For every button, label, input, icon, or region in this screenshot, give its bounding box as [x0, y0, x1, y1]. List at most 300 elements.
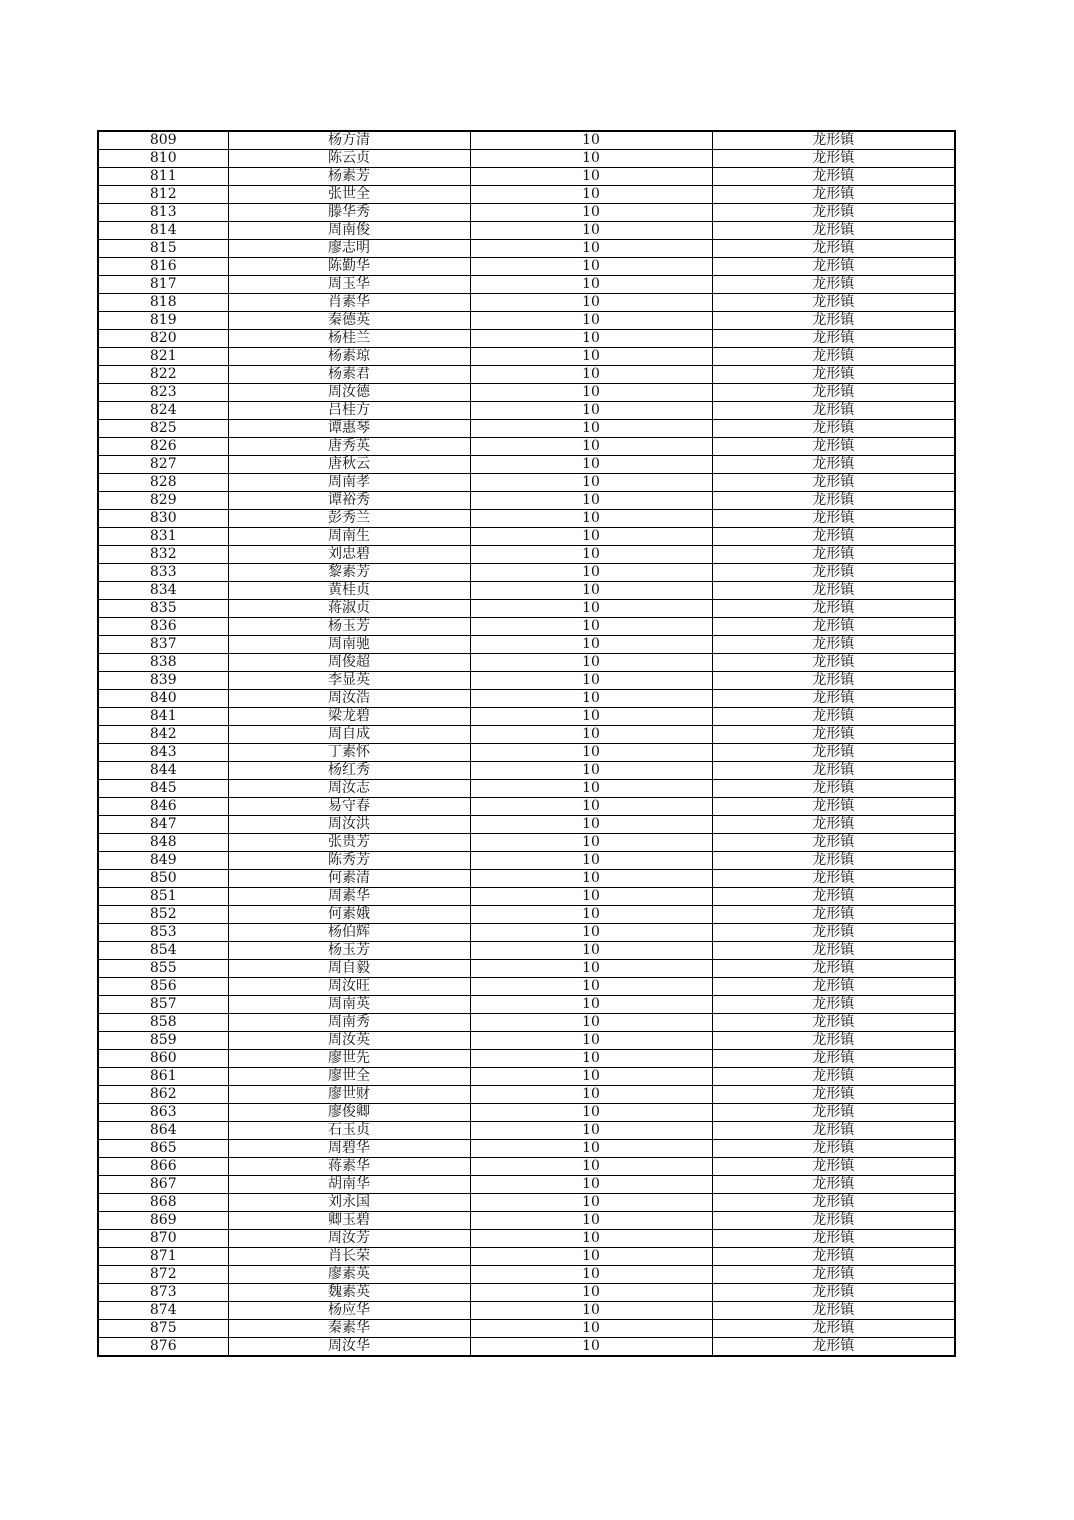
name-cell: 周南孝 [228, 474, 470, 492]
table-row [98, 348, 955, 366]
table-row [98, 852, 955, 870]
town-cell: 龙形镇 [712, 366, 955, 384]
town-cell: 龙形镇 [712, 1068, 955, 1086]
amount-cell: 10 [470, 726, 712, 744]
town-cell: 龙形镇 [712, 636, 955, 654]
town-cell: 龙形镇 [712, 1158, 955, 1176]
name-cell: 周南驰 [228, 636, 470, 654]
name-cell: 何素娥 [228, 906, 470, 924]
name-cell: 杨伯辉 [228, 924, 470, 942]
amount-cell: 10 [470, 618, 712, 636]
town-cell: 龙形镇 [712, 456, 955, 474]
table-row [98, 762, 955, 780]
table-row [98, 1122, 955, 1140]
table-row [98, 1194, 955, 1212]
table-row [98, 528, 955, 546]
row-number-cell: 873 [98, 1284, 228, 1302]
name-cell: 周自毅 [228, 960, 470, 978]
name-cell: 陈秀芳 [228, 852, 470, 870]
table-row [98, 1338, 955, 1357]
town-cell: 龙形镇 [712, 402, 955, 420]
row-number-cell: 840 [98, 690, 228, 708]
amount-cell: 10 [470, 924, 712, 942]
table-row [98, 870, 955, 888]
table-row [98, 312, 955, 330]
table-row [98, 294, 955, 312]
amount-cell: 10 [470, 240, 712, 258]
row-number-cell: 835 [98, 600, 228, 618]
name-cell: 周自成 [228, 726, 470, 744]
table-row [98, 654, 955, 672]
town-cell: 龙形镇 [712, 1086, 955, 1104]
row-number-cell: 865 [98, 1140, 228, 1158]
table-row [98, 1212, 955, 1230]
table-row [98, 240, 955, 258]
name-cell: 谭裕秀 [228, 492, 470, 510]
name-cell: 周南秀 [228, 1014, 470, 1032]
name-cell: 廖世财 [228, 1086, 470, 1104]
name-cell: 谭惠琴 [228, 420, 470, 438]
row-number-cell: 848 [98, 834, 228, 852]
amount-cell: 10 [470, 1140, 712, 1158]
town-cell: 龙形镇 [712, 510, 955, 528]
town-cell: 龙形镇 [712, 924, 955, 942]
table-row [98, 942, 955, 960]
row-number-cell: 871 [98, 1248, 228, 1266]
row-number-cell: 830 [98, 510, 228, 528]
town-cell: 龙形镇 [712, 960, 955, 978]
amount-cell: 10 [470, 636, 712, 654]
town-cell: 龙形镇 [712, 852, 955, 870]
table-row [98, 726, 955, 744]
town-cell: 龙形镇 [712, 582, 955, 600]
town-cell: 龙形镇 [712, 1230, 955, 1248]
row-number-cell: 810 [98, 150, 228, 168]
town-cell: 龙形镇 [712, 438, 955, 456]
name-cell: 周汝华 [228, 1338, 470, 1357]
town-cell: 龙形镇 [712, 546, 955, 564]
row-number-cell: 874 [98, 1302, 228, 1320]
name-cell: 周汝洪 [228, 816, 470, 834]
amount-cell: 10 [470, 1266, 712, 1284]
name-cell: 李显英 [228, 672, 470, 690]
row-number-cell: 831 [98, 528, 228, 546]
town-cell: 龙形镇 [712, 978, 955, 996]
name-cell: 周南英 [228, 996, 470, 1014]
table-row [98, 816, 955, 834]
name-cell: 易守春 [228, 798, 470, 816]
town-cell: 龙形镇 [712, 870, 955, 888]
amount-cell: 10 [470, 600, 712, 618]
town-cell: 龙形镇 [712, 1140, 955, 1158]
town-cell: 龙形镇 [712, 276, 955, 294]
name-cell: 蒋素华 [228, 1158, 470, 1176]
amount-cell: 10 [470, 816, 712, 834]
roster-table-body [98, 131, 955, 1356]
amount-cell: 10 [470, 510, 712, 528]
amount-cell: 10 [470, 852, 712, 870]
amount-cell: 10 [470, 312, 712, 330]
name-cell: 唐秀英 [228, 438, 470, 456]
row-number-cell: 822 [98, 366, 228, 384]
name-cell: 彭秀兰 [228, 510, 470, 528]
table-row [98, 1050, 955, 1068]
name-cell: 张贵芳 [228, 834, 470, 852]
row-number-cell: 839 [98, 672, 228, 690]
town-cell: 龙形镇 [712, 186, 955, 204]
name-cell: 廖世全 [228, 1068, 470, 1086]
town-cell: 龙形镇 [712, 1194, 955, 1212]
row-number-cell: 820 [98, 330, 228, 348]
row-number-cell: 872 [98, 1266, 228, 1284]
town-cell: 龙形镇 [712, 600, 955, 618]
name-cell: 杨素琼 [228, 348, 470, 366]
row-number-cell: 837 [98, 636, 228, 654]
table-row [98, 690, 955, 708]
town-cell: 龙形镇 [712, 888, 955, 906]
town-cell: 龙形镇 [712, 1338, 955, 1357]
row-number-cell: 811 [98, 168, 228, 186]
table-row [98, 402, 955, 420]
amount-cell: 10 [470, 348, 712, 366]
row-number-cell: 834 [98, 582, 228, 600]
amount-cell: 10 [470, 564, 712, 582]
table-row [98, 1302, 955, 1320]
town-cell: 龙形镇 [712, 906, 955, 924]
roster-table [97, 130, 956, 1357]
town-cell: 龙形镇 [712, 168, 955, 186]
name-cell: 杨素君 [228, 366, 470, 384]
table-row [98, 618, 955, 636]
amount-cell: 10 [470, 582, 712, 600]
name-cell: 魏素英 [228, 1284, 470, 1302]
town-cell: 龙形镇 [712, 1032, 955, 1050]
town-cell: 龙形镇 [712, 294, 955, 312]
town-cell: 龙形镇 [712, 744, 955, 762]
row-number-cell: 826 [98, 438, 228, 456]
town-cell: 龙形镇 [712, 834, 955, 852]
town-cell: 龙形镇 [712, 258, 955, 276]
row-number-cell: 854 [98, 942, 228, 960]
row-number-cell: 812 [98, 186, 228, 204]
amount-cell: 10 [470, 1176, 712, 1194]
table-row [98, 1248, 955, 1266]
row-number-cell: 814 [98, 222, 228, 240]
row-number-cell: 819 [98, 312, 228, 330]
table-row [98, 186, 955, 204]
row-number-cell: 850 [98, 870, 228, 888]
amount-cell: 10 [470, 150, 712, 168]
name-cell: 周汝旺 [228, 978, 470, 996]
amount-cell: 10 [470, 978, 712, 996]
town-cell: 龙形镇 [712, 1212, 955, 1230]
name-cell: 周素华 [228, 888, 470, 906]
name-cell: 肖素华 [228, 294, 470, 312]
amount-cell: 10 [470, 1068, 712, 1086]
table-row [98, 276, 955, 294]
table-row [98, 906, 955, 924]
town-cell: 龙形镇 [712, 312, 955, 330]
town-cell: 龙形镇 [712, 1266, 955, 1284]
row-number-cell: 847 [98, 816, 228, 834]
table-row [98, 510, 955, 528]
amount-cell: 10 [470, 1230, 712, 1248]
name-cell: 周汝志 [228, 780, 470, 798]
row-number-cell: 823 [98, 384, 228, 402]
row-number-cell: 857 [98, 996, 228, 1014]
name-cell: 滕华秀 [228, 204, 470, 222]
table-row [98, 150, 955, 168]
table-row [98, 600, 955, 618]
table-row [98, 222, 955, 240]
table-row [98, 1230, 955, 1248]
name-cell: 陈云贞 [228, 150, 470, 168]
name-cell: 陈勤华 [228, 258, 470, 276]
name-cell: 吕桂方 [228, 402, 470, 420]
amount-cell: 10 [470, 762, 712, 780]
amount-cell: 10 [470, 1122, 712, 1140]
table-row [98, 420, 955, 438]
row-number-cell: 818 [98, 294, 228, 312]
name-cell: 黄桂贞 [228, 582, 470, 600]
amount-cell: 10 [470, 168, 712, 186]
row-number-cell: 859 [98, 1032, 228, 1050]
row-number-cell: 845 [98, 780, 228, 798]
amount-cell: 10 [470, 942, 712, 960]
amount-cell: 10 [470, 186, 712, 204]
town-cell: 龙形镇 [712, 942, 955, 960]
name-cell: 廖俊卿 [228, 1104, 470, 1122]
amount-cell: 10 [470, 1338, 712, 1357]
table-row [98, 492, 955, 510]
name-cell: 周俊超 [228, 654, 470, 672]
amount-cell: 10 [470, 1104, 712, 1122]
table-row [98, 330, 955, 348]
name-cell: 黎素芳 [228, 564, 470, 582]
amount-cell: 10 [470, 1248, 712, 1266]
row-number-cell: 844 [98, 762, 228, 780]
amount-cell: 10 [470, 384, 712, 402]
row-number-cell: 870 [98, 1230, 228, 1248]
amount-cell: 10 [470, 960, 712, 978]
amount-cell: 10 [470, 1284, 712, 1302]
town-cell: 龙形镇 [712, 1050, 955, 1068]
town-cell: 龙形镇 [712, 1176, 955, 1194]
table-row [98, 384, 955, 402]
town-cell: 龙形镇 [712, 528, 955, 546]
row-number-cell: 846 [98, 798, 228, 816]
name-cell: 周汝芳 [228, 1230, 470, 1248]
table-row [98, 1032, 955, 1050]
name-cell: 杨红秀 [228, 762, 470, 780]
row-number-cell: 864 [98, 1122, 228, 1140]
town-cell: 龙形镇 [712, 780, 955, 798]
table-row [98, 366, 955, 384]
table-row [98, 1320, 955, 1338]
name-cell: 周南生 [228, 528, 470, 546]
town-cell: 龙形镇 [712, 726, 955, 744]
amount-cell: 10 [470, 1302, 712, 1320]
name-cell: 蒋淑贞 [228, 600, 470, 618]
table-row [98, 258, 955, 276]
table-row [98, 1266, 955, 1284]
name-cell: 廖素英 [228, 1266, 470, 1284]
amount-cell: 10 [470, 870, 712, 888]
row-number-cell: 867 [98, 1176, 228, 1194]
row-number-cell: 866 [98, 1158, 228, 1176]
amount-cell: 10 [470, 744, 712, 762]
amount-cell: 10 [470, 798, 712, 816]
amount-cell: 10 [470, 1032, 712, 1050]
town-cell: 龙形镇 [712, 708, 955, 726]
name-cell: 秦素华 [228, 1320, 470, 1338]
table-row [98, 924, 955, 942]
row-number-cell: 853 [98, 924, 228, 942]
name-cell: 杨玉芳 [228, 618, 470, 636]
name-cell: 杨玉芳 [228, 942, 470, 960]
name-cell: 刘忠碧 [228, 546, 470, 564]
name-cell: 杨素芳 [228, 168, 470, 186]
amount-cell: 10 [470, 366, 712, 384]
amount-cell: 10 [470, 456, 712, 474]
town-cell: 龙形镇 [712, 1320, 955, 1338]
row-number-cell: 842 [98, 726, 228, 744]
amount-cell: 10 [470, 1014, 712, 1032]
amount-cell: 10 [470, 834, 712, 852]
amount-cell: 10 [470, 222, 712, 240]
name-cell: 卿玉碧 [228, 1212, 470, 1230]
town-cell: 龙形镇 [712, 240, 955, 258]
row-number-cell: 852 [98, 906, 228, 924]
amount-cell: 10 [470, 402, 712, 420]
row-number-cell: 851 [98, 888, 228, 906]
town-cell: 龙形镇 [712, 330, 955, 348]
town-cell: 龙形镇 [712, 474, 955, 492]
row-number-cell: 824 [98, 402, 228, 420]
town-cell: 龙形镇 [712, 384, 955, 402]
town-cell: 龙形镇 [712, 1122, 955, 1140]
town-cell: 龙形镇 [712, 1248, 955, 1266]
amount-cell: 10 [470, 1050, 712, 1068]
name-cell: 刘永国 [228, 1194, 470, 1212]
town-cell: 龙形镇 [712, 1014, 955, 1032]
name-cell: 杨方清 [228, 131, 470, 150]
table-row [98, 960, 955, 978]
table-row [98, 636, 955, 654]
row-number-cell: 832 [98, 546, 228, 564]
amount-cell: 10 [470, 420, 712, 438]
row-number-cell: 813 [98, 204, 228, 222]
row-number-cell: 821 [98, 348, 228, 366]
table-row [98, 1176, 955, 1194]
name-cell: 周碧华 [228, 1140, 470, 1158]
amount-cell: 10 [470, 294, 712, 312]
amount-cell: 10 [470, 888, 712, 906]
amount-cell: 10 [470, 654, 712, 672]
table-row [98, 582, 955, 600]
name-cell: 张世全 [228, 186, 470, 204]
amount-cell: 10 [470, 1194, 712, 1212]
row-number-cell: 816 [98, 258, 228, 276]
town-cell: 龙形镇 [712, 798, 955, 816]
town-cell: 龙形镇 [712, 1284, 955, 1302]
table-row [98, 474, 955, 492]
town-cell: 龙形镇 [712, 564, 955, 582]
town-cell: 龙形镇 [712, 131, 955, 150]
row-number-cell: 862 [98, 1086, 228, 1104]
amount-cell: 10 [470, 474, 712, 492]
name-cell: 梁龙碧 [228, 708, 470, 726]
town-cell: 龙形镇 [712, 1104, 955, 1122]
name-cell: 廖志明 [228, 240, 470, 258]
amount-cell: 10 [470, 131, 712, 150]
table-row [98, 708, 955, 726]
table-row [98, 780, 955, 798]
town-cell: 龙形镇 [712, 672, 955, 690]
name-cell: 秦德英 [228, 312, 470, 330]
town-cell: 龙形镇 [712, 618, 955, 636]
table-row [98, 204, 955, 222]
table-row [98, 888, 955, 906]
row-number-cell: 856 [98, 978, 228, 996]
amount-cell: 10 [470, 906, 712, 924]
row-number-cell: 833 [98, 564, 228, 582]
town-cell: 龙形镇 [712, 996, 955, 1014]
amount-cell: 10 [470, 204, 712, 222]
row-number-cell: 868 [98, 1194, 228, 1212]
row-number-cell: 828 [98, 474, 228, 492]
name-cell: 胡南华 [228, 1176, 470, 1194]
town-cell: 龙形镇 [712, 204, 955, 222]
name-cell: 杨桂兰 [228, 330, 470, 348]
amount-cell: 10 [470, 1212, 712, 1230]
name-cell: 何素清 [228, 870, 470, 888]
row-number-cell: 817 [98, 276, 228, 294]
town-cell: 龙形镇 [712, 816, 955, 834]
row-number-cell: 827 [98, 456, 228, 474]
town-cell: 龙形镇 [712, 690, 955, 708]
row-number-cell: 858 [98, 1014, 228, 1032]
table-row [98, 1284, 955, 1302]
table-row [98, 131, 955, 150]
table-row [98, 798, 955, 816]
town-cell: 龙形镇 [712, 762, 955, 780]
amount-cell: 10 [470, 492, 712, 510]
name-cell: 丁素怀 [228, 744, 470, 762]
table-row [98, 1086, 955, 1104]
row-number-cell: 861 [98, 1068, 228, 1086]
row-number-cell: 815 [98, 240, 228, 258]
row-number-cell: 875 [98, 1320, 228, 1338]
amount-cell: 10 [470, 690, 712, 708]
row-number-cell: 841 [98, 708, 228, 726]
amount-cell: 10 [470, 708, 712, 726]
town-cell: 龙形镇 [712, 654, 955, 672]
row-number-cell: 849 [98, 852, 228, 870]
name-cell: 杨应华 [228, 1302, 470, 1320]
table-row [98, 834, 955, 852]
table-row [98, 996, 955, 1014]
table-row [98, 744, 955, 762]
row-number-cell: 809 [98, 131, 228, 150]
town-cell: 龙形镇 [712, 222, 955, 240]
table-row [98, 564, 955, 582]
table-row [98, 1104, 955, 1122]
row-number-cell: 863 [98, 1104, 228, 1122]
row-number-cell: 825 [98, 420, 228, 438]
row-number-cell: 855 [98, 960, 228, 978]
amount-cell: 10 [470, 1158, 712, 1176]
